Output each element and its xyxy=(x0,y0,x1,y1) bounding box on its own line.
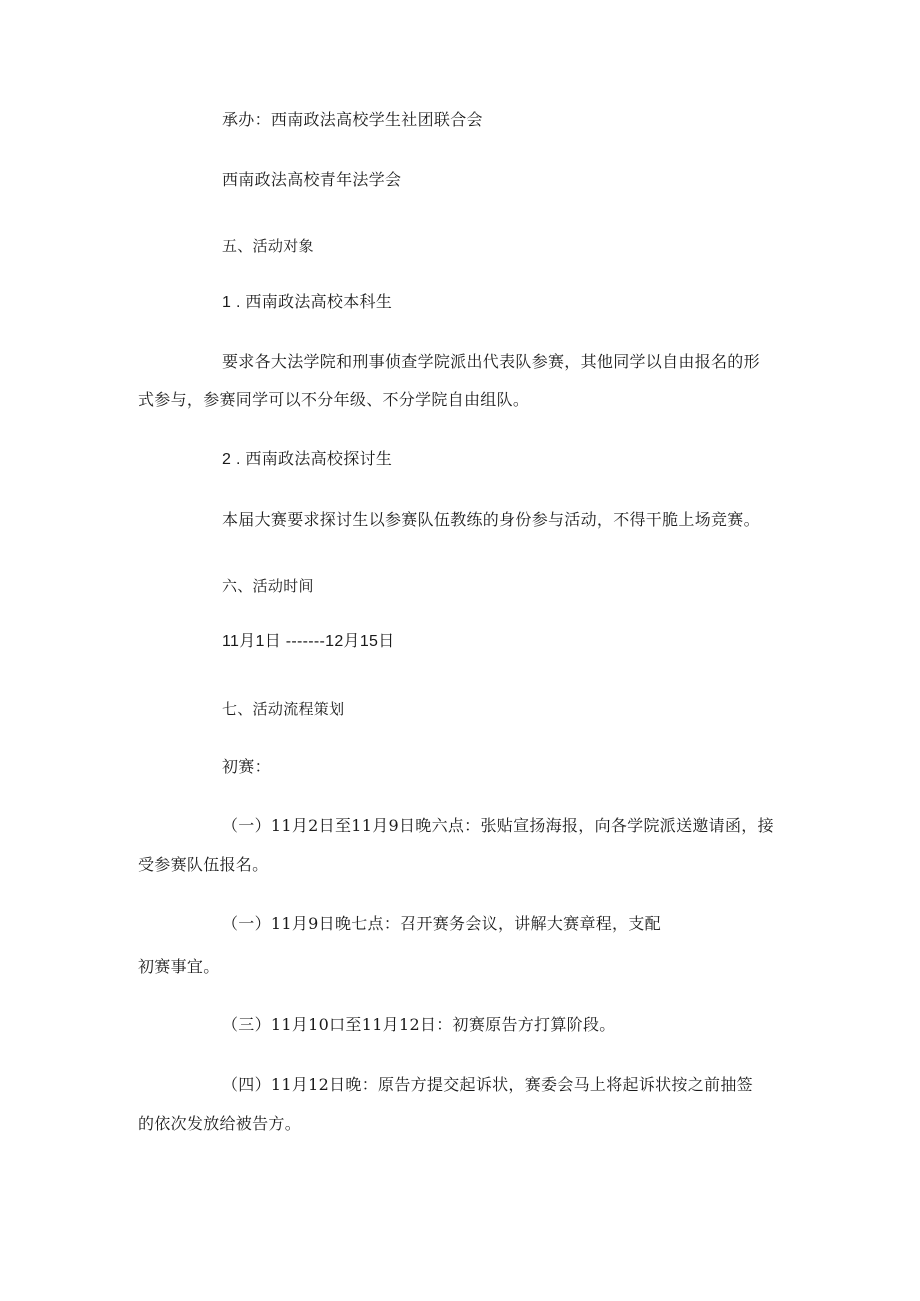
item1-body-line1: 要求各大法学院和刑事侦查学院派出代表队参赛，其他同学以自由报名的形 xyxy=(222,352,760,371)
host-line-2: 西南政法高校青年法学会 xyxy=(222,170,402,189)
step3: （三）11月10口至11月12日：初赛原告方打算阶段。 xyxy=(222,1015,616,1034)
item2-body: 本届大赛要求探讨生以参赛队伍教练的身份参与活动，不得干脆上场竞赛。 xyxy=(222,510,760,529)
step1-line2: 受参赛队伍报名。 xyxy=(138,855,269,874)
step2-line2: 初赛事宜。 xyxy=(138,957,220,976)
time-range: 11月1日 -------12月15日 xyxy=(222,633,395,650)
step4-line2: 的依次发放给被告方。 xyxy=(138,1114,302,1133)
step4-line1: （四）11月12日晚：原告方提交起诉状，赛委会马上将起诉状按之前抽签 xyxy=(222,1075,753,1094)
section6-heading: 六、活动时间 xyxy=(222,577,314,595)
item1-body-line2: 式参与，参赛同学可以不分年级、不分学院自由组队。 xyxy=(138,390,530,409)
item2-title: 2 . 西南政法高校探讨生 xyxy=(222,451,393,468)
section7-heading: 七、活动流程策划 xyxy=(222,700,345,718)
prelim-label: 初赛： xyxy=(222,757,271,776)
step2-line1: （一）11月9日晚七点：召开赛务会议，讲解大赛章程，支配 xyxy=(222,914,661,933)
item1-title: 1 . 西南政法高校本科生 xyxy=(222,294,393,311)
host-line: 承办：西南政法高校学生社团联合会 xyxy=(222,110,483,129)
section5-heading: 五、活动对象 xyxy=(222,237,314,255)
step1-line1: （一）11月2日至11月9日晚六点：张贴宣扬海报，向各学院派送邀请函，接 xyxy=(222,816,774,835)
